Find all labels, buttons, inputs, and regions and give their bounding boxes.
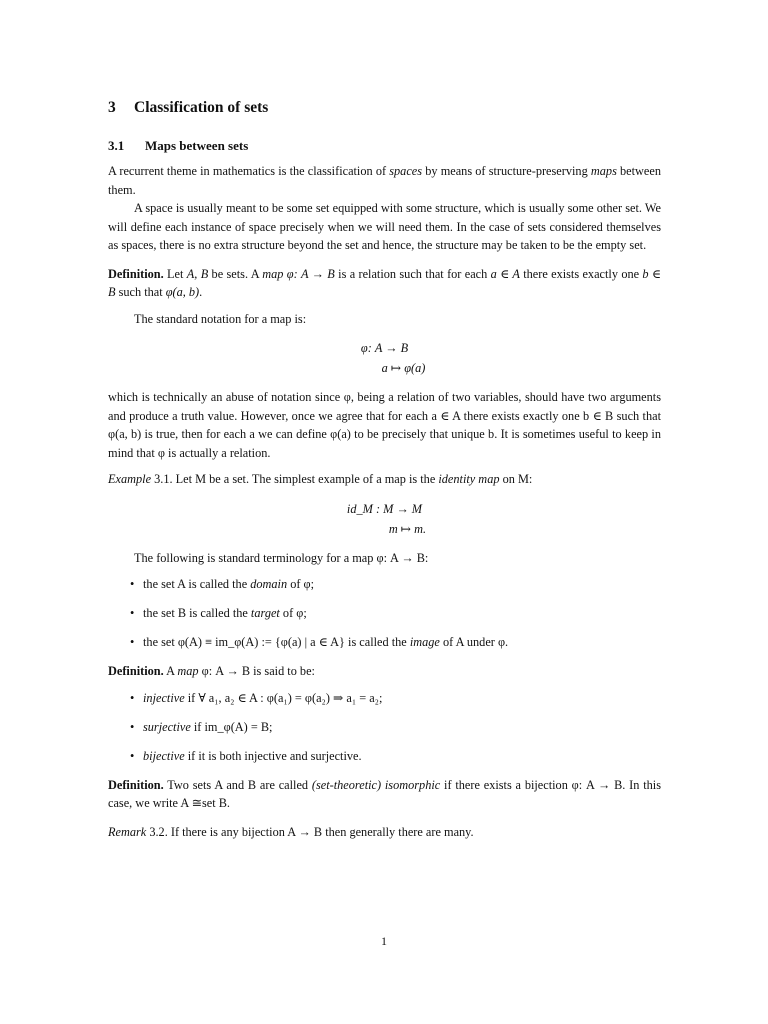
display-line: id_M : M → M (346, 501, 423, 516)
definition-label: Definition. (108, 777, 164, 792)
text-run: A recurrent theme in mathematics is the classification of (108, 164, 390, 178)
subsection-heading (108, 136, 661, 156)
definition-label: Definition. (108, 266, 164, 281)
emphasis: spaces (389, 164, 423, 178)
text-run: the set B is called the (143, 606, 251, 620)
page-number: 1 (381, 934, 387, 948)
map-notation-display (108, 338, 661, 378)
remark-bijection (108, 823, 661, 842)
notation-paragraph: which is technically an abuse of notation since φ, being a relation of two variables, should have two arguments and produce a truth value. However, once we agree that for each a ∈ A there exists exactly one b ∈ B such that φ(a, b) is true, then for each a we can define φ(a) to be precisely that unique b. It is sometimes useful to keep in mind that φ is actually a relation. (108, 390, 661, 460)
text-run: 3.1. (151, 472, 173, 486)
emphasis: injective (143, 690, 185, 705)
text-run: such that (115, 285, 166, 299)
text-run: of φ; (287, 577, 315, 591)
section-title: Classification of sets (134, 99, 269, 116)
text-run: the set A is called the (143, 577, 251, 591)
remark-label: Remark (108, 824, 147, 839)
space-paragraph: A space is usually meant to be some set equipped with some structure, which is usually some other set. We will define each instance of space precisely when we will need them. In the case of sets considered themselves as spaces, there is no extra structure beyond the set and hence, the structure may be taken to be the empty set. (108, 201, 661, 252)
emphasis: bijective (143, 748, 185, 763)
list-item (108, 604, 661, 622)
emphasis: maps (590, 164, 617, 178)
property-list (108, 689, 661, 765)
bullet-icon: • (130, 690, 135, 705)
list-item (108, 718, 661, 736)
text-run: if im_φ(A) = B; (190, 719, 273, 734)
emphasis: map (262, 266, 284, 281)
bullet-icon: • (130, 635, 135, 649)
bullet-icon: • (130, 719, 135, 734)
emphasis: surjective (143, 719, 191, 734)
text-run: if ∀ a₁, a₂ ∈ A : φ(a₁) = φ(a₂) ⇒ a₁ = a₂; (184, 690, 383, 705)
text-run: φ: A → B is said to be: (198, 664, 315, 678)
emphasis: image (409, 635, 440, 649)
text-run: on M: (499, 472, 533, 486)
bullet-icon: • (130, 606, 135, 620)
emphasis: map (177, 664, 199, 678)
math: A, B (186, 266, 209, 281)
text-run: there exists exactly one (519, 266, 643, 281)
emphasis: domain (250, 577, 288, 591)
text-run: A (163, 664, 178, 678)
text-run: between them. (108, 164, 662, 197)
display-line: φ: A → B (360, 341, 409, 355)
math: φ: A → B (283, 266, 335, 281)
bullet-icon: • (130, 577, 135, 591)
identity-map-display (108, 499, 661, 539)
display-line: m ↦ m. (388, 521, 427, 536)
definition-isomorphic (108, 776, 661, 813)
example-identity (108, 470, 661, 489)
text-run: the set φ(A) ≡ im_φ(A) := {φ(a) | a ∈ A} is called the (143, 635, 410, 649)
text-run: Let M be a set. The simplest example of a map is the (172, 472, 439, 486)
math: a ∈ A (490, 266, 520, 281)
text-run: be sets. A (208, 266, 263, 281)
display-line: a ↦ φ(a) (381, 361, 426, 375)
math: b ∈ B (108, 266, 662, 299)
terminology-intro: The following is standard terminology for a map φ: A → B: (134, 550, 429, 565)
emphasis: identity map (438, 472, 500, 486)
text-run: of A under φ. (439, 635, 509, 649)
math: φ(a, b) (165, 285, 200, 299)
section-number: 3 (108, 99, 116, 116)
subsection-title: Maps between sets (145, 138, 249, 153)
emphasis: (set-theoretic) isomorphic (311, 777, 441, 792)
text-run: if there exists a bijection φ: A → B. In this case, we write A ≅set B. (108, 777, 661, 810)
notation-intro: The standard notation for a map is: (134, 311, 307, 326)
text-run: 3.2. If there is any bijection A → B then generally there are many. (146, 824, 474, 839)
definition-properties (108, 662, 661, 681)
document-page (108, 96, 661, 841)
emphasis: target (250, 606, 280, 620)
definition-label: Definition. (108, 664, 164, 678)
text-run: if it is both injective and surjective. (184, 748, 362, 763)
terminology-list (108, 575, 661, 651)
text-run: is a relation such that for each (334, 266, 491, 281)
subsection-number: 3.1 (108, 138, 125, 153)
text-run: of φ; (279, 606, 307, 620)
definition-map (108, 265, 661, 302)
list-item (108, 575, 661, 593)
intro-paragraph (108, 162, 661, 199)
example-label: Example (108, 472, 152, 486)
text-run: . (199, 285, 203, 299)
bullet-icon: • (130, 748, 135, 763)
text-run: Two sets A and B are called (163, 777, 312, 792)
text-run: by means of structure-preserving (422, 164, 591, 178)
list-item (108, 689, 661, 707)
section-heading (108, 96, 661, 120)
list-item (108, 633, 661, 651)
text-run: Let (163, 266, 187, 281)
list-item (108, 747, 661, 765)
